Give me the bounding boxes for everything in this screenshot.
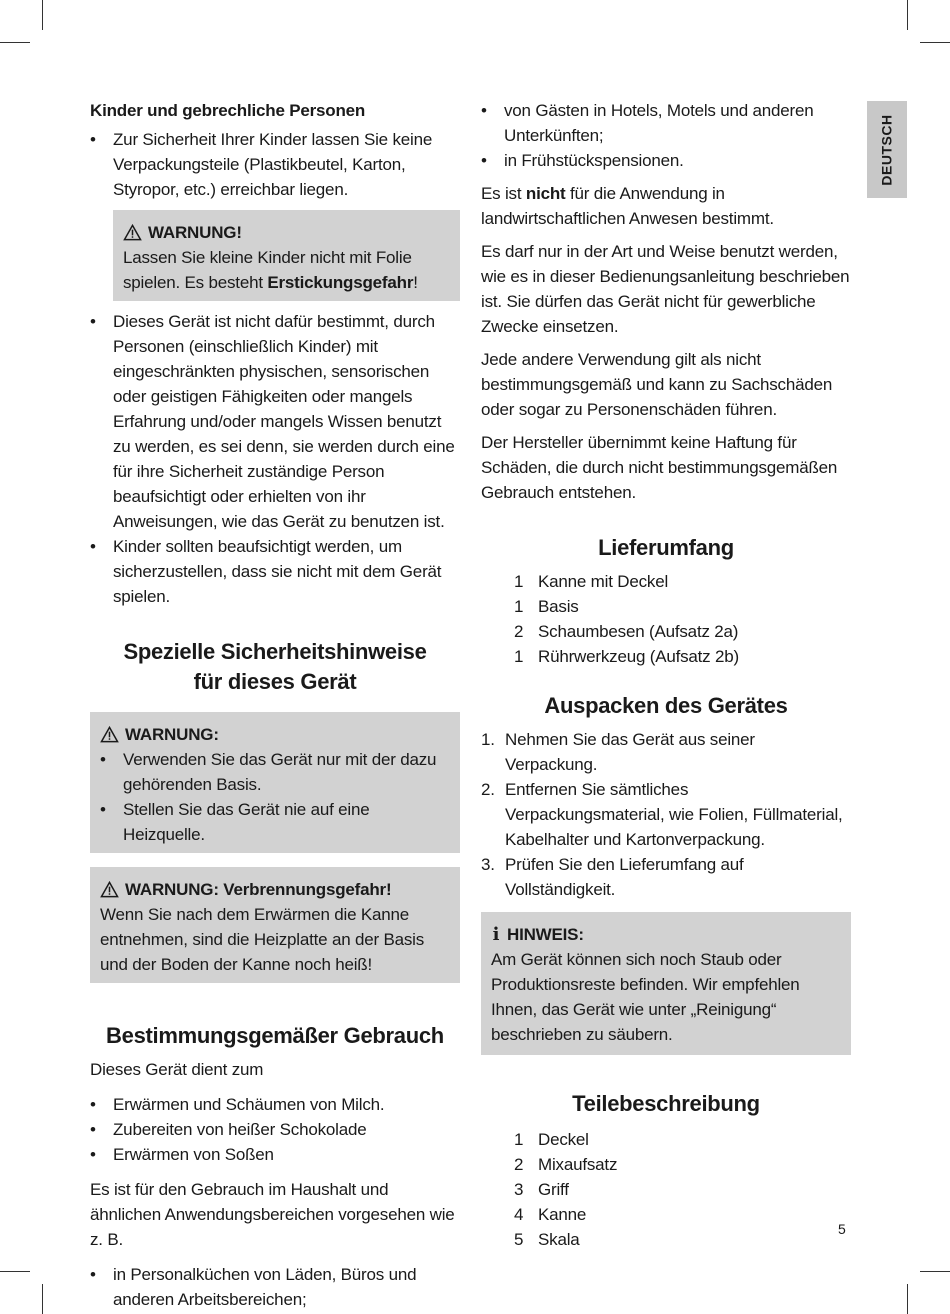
heading-parts: Teilebeschreibung: [572, 1091, 760, 1116]
warning-title-text: WARNUNG!: [148, 223, 242, 242]
part-item: [514, 1202, 851, 1227]
warning-text: [123, 245, 450, 295]
scope-label: Rührwerkzeug (Aufsatz 2b): [538, 647, 739, 666]
part-number: 3: [514, 1180, 524, 1199]
part-number: 4: [514, 1205, 524, 1224]
crop-mark: [907, 0, 908, 30]
household-item: • von Gästen in Hotels, Motels und anderen Unterkünften;: [481, 98, 851, 148]
warning-triangle-icon: [100, 881, 119, 898]
warning-title: [100, 722, 450, 747]
step-number: 1.: [481, 730, 495, 749]
crop-mark: [920, 1271, 950, 1272]
part-item: [514, 1152, 851, 1177]
note-box: [481, 912, 851, 1055]
unpack-step: [481, 852, 851, 902]
warning-title: [123, 220, 450, 245]
heading-unpacking: Auspacken des Gerätes: [544, 693, 788, 718]
unpack-steps: [481, 727, 851, 902]
language-tab: [867, 101, 907, 198]
household-item: • in Frühstückspensionen.: [481, 148, 851, 173]
heading-line-2: für dieses Gerät: [193, 669, 357, 694]
scope-list: [481, 569, 851, 669]
warning-box-suffocation: [113, 210, 460, 301]
heading-scope-of-delivery: Lieferumfang: [598, 535, 734, 560]
part-number: 2: [514, 1155, 524, 1174]
scope-item: [514, 569, 851, 594]
agri-text: [481, 181, 851, 231]
liability-text: Der Hersteller übernimmt keine Haftung für Schäden, die durch nicht bestimmungsgemäßen Gebrauch entstehen.: [481, 433, 838, 502]
crop-mark: [920, 42, 950, 43]
use-intro: Dieses Gerät dient zum: [90, 1060, 264, 1079]
warning-title: [100, 877, 450, 902]
unpack-step: [481, 727, 851, 777]
heading-special-safety: [90, 637, 460, 697]
scope-item: [514, 594, 851, 619]
part-label: Mixaufsatz: [538, 1155, 618, 1174]
left-column: [90, 98, 460, 1312]
household-list: [90, 1262, 460, 1312]
warning-text-part: Lassen Sie kleine Kinder nicht mit Folie spielen. Es besteht: [123, 248, 412, 292]
part-item: [514, 1177, 851, 1202]
scope-label: Schaumbesen (Aufsatz 2a): [538, 622, 739, 641]
part-item: [514, 1227, 851, 1252]
page-number: 5: [838, 1221, 846, 1237]
step-text: Entfernen Sie sämtliches Verpackungsmaterial, wie Folien, Füllmaterial, Kabelhalter und Kartonverpackung.: [505, 780, 843, 849]
scope-label: Basis: [538, 597, 579, 616]
part-label: Kanne: [538, 1205, 587, 1224]
household-list-cont: [481, 98, 851, 173]
part-number: 5: [514, 1230, 524, 1249]
warning-text-end: !: [413, 273, 418, 292]
children-bullets-2: [90, 309, 460, 609]
scope-item: [514, 619, 851, 644]
warning-box-burn: [90, 867, 460, 983]
note-title: [491, 922, 841, 947]
part-label: Skala: [538, 1230, 580, 1249]
part-item: [514, 1127, 851, 1152]
use-list: [90, 1092, 460, 1167]
unpack-step: [481, 777, 851, 852]
scope-item: [514, 644, 851, 669]
warning-triangle-icon: [100, 726, 119, 743]
warning-item: • Stellen Sie das Gerät nie auf eine Heizquelle.: [100, 797, 450, 847]
section-title-children: Kinder und gebrechliche Personen: [90, 101, 366, 120]
warning-list: [100, 747, 450, 847]
info-icon: i: [492, 924, 500, 945]
warning-item: • Verwenden Sie das Gerät nur mit der dazu gehörenden Basis.: [100, 747, 450, 797]
heading-line-1: Spezielle Sicherheitshinweise: [123, 639, 427, 664]
manual-text: Es darf nur in der Art und Weise benutzt werden, wie es in dieser Bedienungsanleitung beschrieben ist. Sie dürfen das Gerät nicht für gewerbliche Zwecke einsetzen.: [481, 242, 850, 336]
use-item: • Erwärmen und Schäumen von Milch.: [90, 1092, 460, 1117]
crop-mark: [42, 0, 43, 30]
crop-mark: [0, 1271, 30, 1272]
part-label: Deckel: [538, 1130, 589, 1149]
crop-mark: [42, 1284, 43, 1314]
step-text: Nehmen Sie das Gerät aus seiner Verpackung.: [505, 730, 755, 774]
scope-qty: 1: [514, 647, 524, 666]
language-tab-label: DEUTSCH: [879, 113, 896, 186]
part-number: 1: [514, 1130, 524, 1149]
scope-qty: 1: [514, 597, 524, 616]
step-text: Prüfen Sie den Lieferumfang auf Vollständigkeit.: [505, 855, 744, 899]
other-use-text: Jede andere Verwendung gilt als nicht bestimmungsgemäß und kann zu Sachschäden oder sogar zu Personenschäden führen.: [481, 350, 833, 419]
warning-title-text: WARNUNG: Verbrennungsgefahr!: [125, 880, 392, 899]
crop-mark: [0, 42, 30, 43]
warning-title-text: WARNUNG:: [125, 725, 219, 744]
note-title-text: HINWEIS:: [507, 925, 584, 944]
right-column: [481, 98, 851, 1252]
bullet-children-play: • Kinder sollten beaufsichtigt werden, um sicherzustellen, dass sie nicht mit dem Gerät spielen.: [90, 534, 460, 609]
scope-qty: 1: [514, 572, 524, 591]
warning-text: Wenn Sie nach dem Erwärmen die Kanne entnehmen, sind die Heizplatte an der Basis und der Boden der Kanne noch heiß!: [100, 905, 425, 974]
agri-text-end: für die Anwendung in landwirtschaftlichen Anwesen bestimmt.: [481, 184, 774, 228]
agri-text-part: Es ist: [481, 184, 526, 203]
scope-label: Kanne mit Deckel: [538, 572, 669, 591]
crop-mark: [907, 1284, 908, 1314]
bullet-packaging: • Zur Sicherheit Ihrer Kinder lassen Sie keine Verpackungsteile (Plastikbeutel, Karton, Styropor, etc.) erreichbar liegen.: [90, 127, 460, 202]
step-number: 3.: [481, 855, 495, 874]
warning-text-emphasis: Erstickungsgefahr: [267, 273, 414, 292]
heading-intended-use: Bestimmungsgemäßer Gebrauch: [106, 1023, 444, 1048]
note-text: Am Gerät können sich noch Staub oder Produktionsreste befinden. Wir empfehlen Ihnen, das Gerät wie unter „Reinigung“ beschrieben zu säubern.: [491, 950, 800, 1044]
parts-list: [481, 1127, 851, 1252]
bullet-supervision: • Dieses Gerät ist nicht dafür bestimmt, durch Personen (einschließlich Kinder) mit eingeschränkten physischen, sensorischen oder geistigen Fähigkeiten oder mangels Erfahrung und/oder mangels Wissen benutzt zu werden, es sei denn, sie werden durch eine für ihre Sicherheit zuständige Person beaufsichtigt oder erhielten von ihr Anweisungen, wie das Gerät zu benutzen ist.: [90, 309, 460, 534]
agri-text-emphasis: nicht: [525, 184, 566, 203]
part-label: Griff: [538, 1180, 569, 1199]
use-item: • Erwärmen von Soßen: [90, 1142, 460, 1167]
household-text: Es ist für den Gebrauch im Haushalt und ähnlichen Anwendungsbereichen vorgesehen wie z. B.: [90, 1180, 455, 1249]
step-number: 2.: [481, 780, 495, 799]
household-item: • in Personalküchen von Läden, Büros und anderen Arbeitsbereichen;: [90, 1262, 460, 1312]
children-bullets: [90, 127, 460, 202]
use-item: • Zubereiten von heißer Schokolade: [90, 1117, 460, 1142]
warning-box-base: [90, 712, 460, 853]
warning-triangle-icon: [123, 224, 142, 241]
scope-qty: 2: [514, 622, 524, 641]
